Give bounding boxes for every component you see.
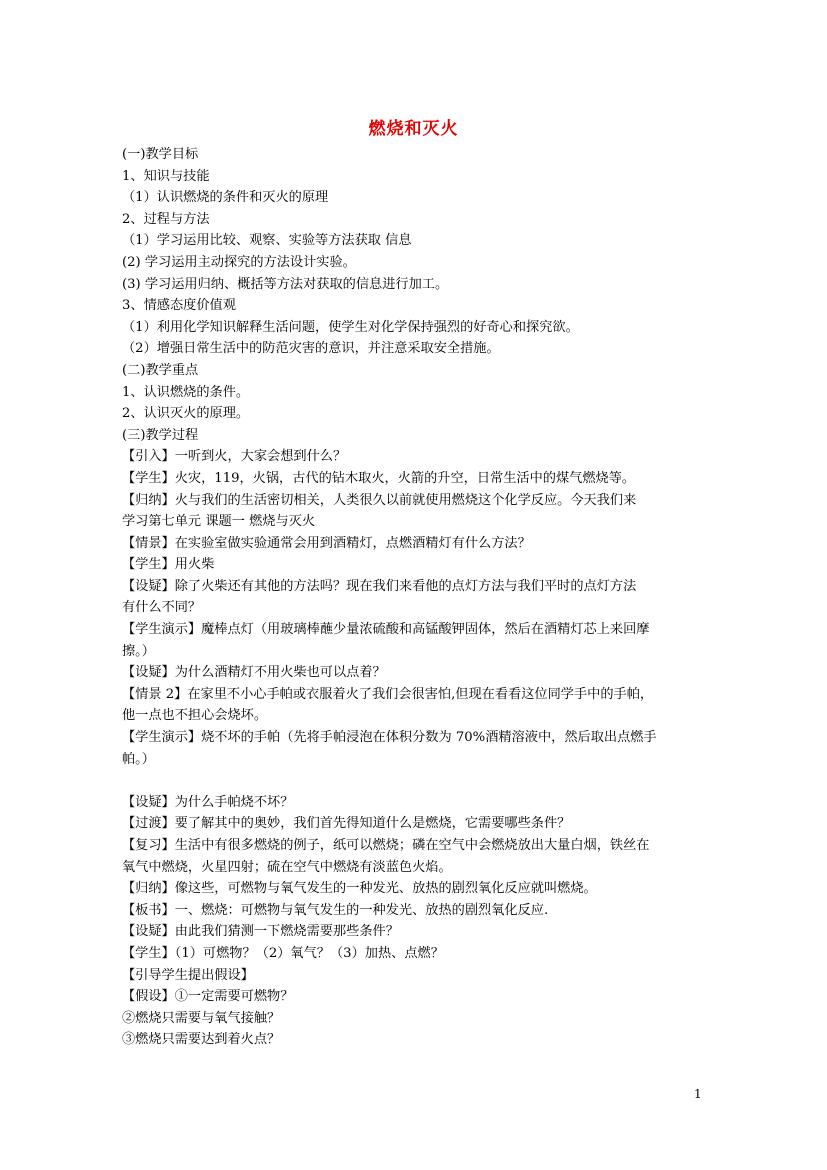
text-line: 2、认识灭火的原理。 xyxy=(122,406,250,422)
text-line: 【学生演示】烧不坏的手帕（先将手帕浸泡在体积分数为 70%酒精溶液中，然后取出点燃手 xyxy=(122,730,657,746)
text-line: 1、知识与技能 xyxy=(122,168,210,184)
text-line: 【设疑】除了火柴还有其他的方法吗？现在我们来看他的点灯方法与我们平时的点灯方法 xyxy=(122,578,637,594)
document-title: 燃烧和灭火 xyxy=(368,119,459,139)
text-line: 【假设】①一定需要可燃物？ xyxy=(122,989,294,1005)
text-line: 【设疑】为什么酒精灯不用火柴也可以点着？ xyxy=(122,665,386,681)
text-line: 氧气中燃烧，火星四射；硫在空气中燃烧有淡蓝色火焰。 xyxy=(122,859,452,875)
text-line: 【学生】火灾，119，火锅，古代的钻木取火，火箭的升空，日常生活中的煤气燃烧等。 xyxy=(122,470,636,486)
text-line: 【归纳】像这些，可燃物与氧气发生的一种发光、放热的剧烈氧化反应就叫燃烧。 xyxy=(122,881,597,897)
document-body xyxy=(122,144,712,1051)
text-line: 【引入】一听到火，大家会想到什么？ xyxy=(122,449,347,465)
text-line: （1）学习运用比较、观察、实验等方法获取 信息 xyxy=(122,233,412,249)
text-line: 【情景 2】在家里不小心手帕或衣服着火了我们会很害怕,但现在看看这位同学手中的手帕， xyxy=(122,686,654,702)
text-line: 【学生演示】魔棒点灯（用玻璃棒蘸少量浓硫酸和高锰酸钾固体，然后在酒精灯芯上来回摩 xyxy=(122,622,650,638)
text-line: 【设疑】由此我们猜测一下燃烧需要那些条件？ xyxy=(122,924,399,940)
text-line: 【复习】生活中有很多燃烧的例子，纸可以燃烧；磷在空气中会燃烧放出大量白烟，铁丝在 xyxy=(122,838,650,853)
text-line: 1、认识燃烧的条件。 xyxy=(122,384,250,400)
text-line: 【设疑】为什么手帕烧不坏？ xyxy=(122,794,294,810)
text-line: 擦。） xyxy=(122,643,155,659)
text-line: (2) 学习运用主动探究的方法设计实验。 xyxy=(122,254,356,270)
text-line: 【学生】用火柴 xyxy=(122,557,215,573)
text-line: （1）认识燃烧的条件和灭火的原理 xyxy=(122,190,329,206)
text-line: ③燃烧只需要达到着火点？ xyxy=(122,1032,281,1048)
text-line: 学习第七单元 课题一 燃烧与灭火 xyxy=(122,514,316,530)
text-line: 【过渡】要了解其中的奥妙，我们首先得知道什么是燃烧，它需要哪些条件？ xyxy=(122,816,571,832)
page-number: 1 xyxy=(694,1087,702,1101)
text-line: 【引导学生提出假设】 xyxy=(122,967,254,983)
text-line: (一)教学目标 xyxy=(122,147,199,162)
text-line: 有什么不同？ xyxy=(122,600,202,616)
text-line: (3) 学习运用归纳、概括等方法对获取的信息进行加工。 xyxy=(122,276,449,292)
text-line: 【归纳】火与我们的生活密切相关，人类很久以前就使用燃烧这个化学反应。今天我们来 xyxy=(122,492,637,508)
text-line: 帕。） xyxy=(122,751,155,767)
text-line: (三)教学过程 xyxy=(122,427,199,443)
text-line: 【情景】在实验室做实验通常会用到酒精灯，点燃酒精灯有什么方法？ xyxy=(122,535,531,551)
text-line: 【板书】一、燃烧：可燃物与氧气发生的一种发光、放热的剧烈氧化反应. xyxy=(122,902,549,918)
text-line: ②燃烧只需要与氧气接触？ xyxy=(122,1010,281,1026)
blank-line xyxy=(122,770,712,792)
text-line: 3、情感态度价值观 xyxy=(122,298,236,314)
text-line: 【学生】（1）可燃物？（2）氧气？（3）加热、点燃？ xyxy=(122,945,444,961)
text-line: （2）增强日常生活中的防范灾害的意识，并注意采取安全措施。 xyxy=(122,341,500,357)
text-line: （1）利用化学知识解释生活问题，使学生对化学保持强烈的好奇心和探究欲。 xyxy=(122,319,579,335)
text-line: 2、过程与方法 xyxy=(122,211,210,227)
text-line: (二)教学重点 xyxy=(122,362,199,378)
text-line: 他一点也不担心会烧坏。 xyxy=(122,708,268,724)
